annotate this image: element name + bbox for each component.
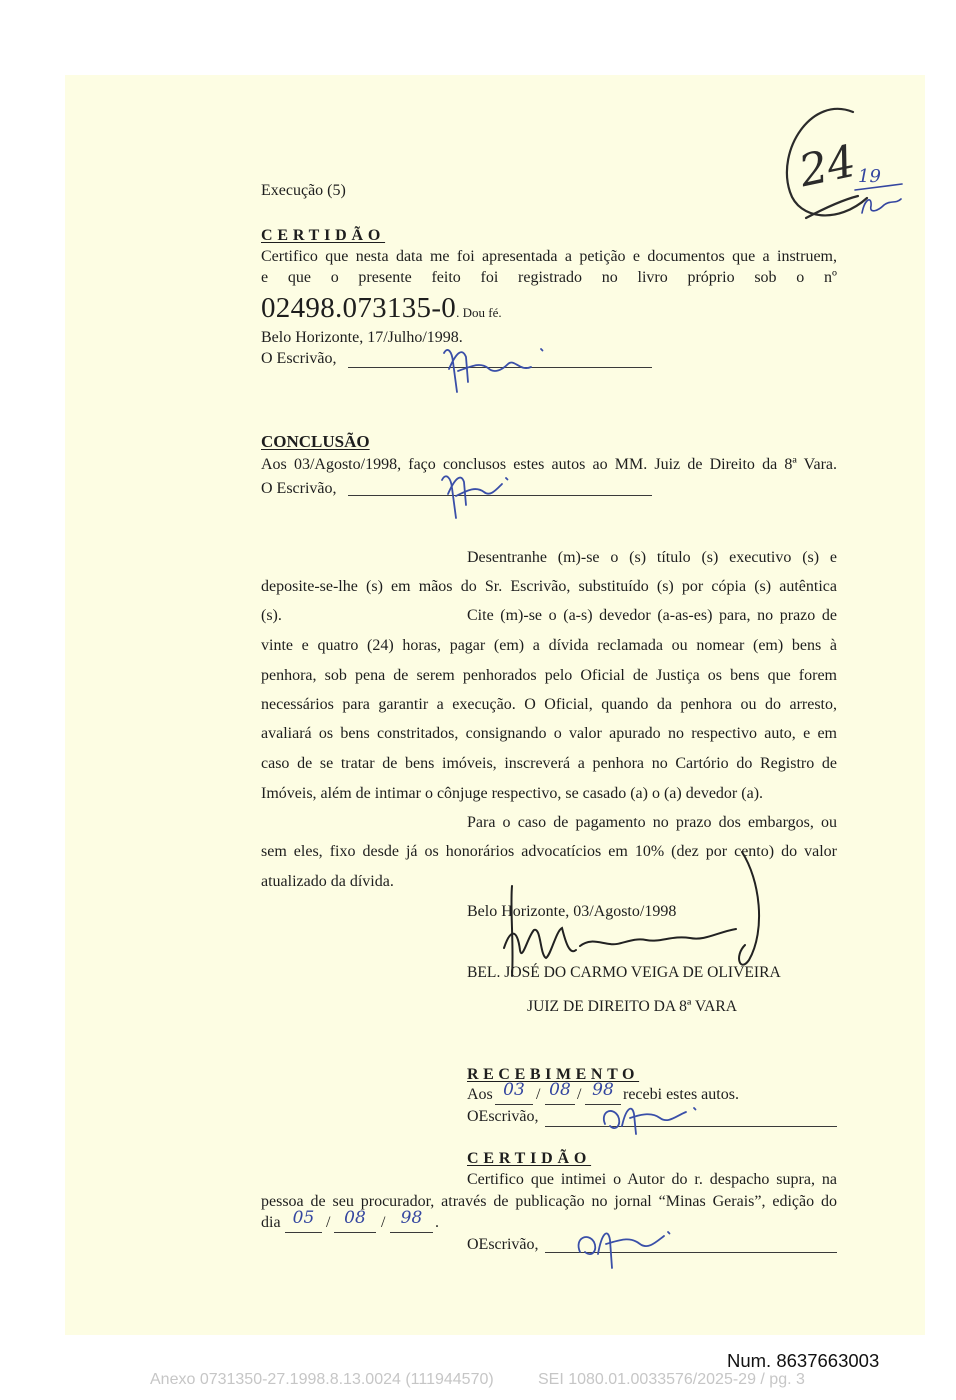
- judge-title: JUIZ DE DIREITO DA 8ª VARA: [527, 998, 738, 1015]
- conclusao-clerk-label: O Escrivão,: [261, 480, 337, 497]
- conclusao-text: Aos 03/Agosto/1998, faço conclusos estes autos ao MM. Juiz de Direito da 8ª Vara.: [261, 456, 837, 473]
- footer-sei: SEI 1080.01.0033576/2025-29 / pg. 3: [538, 1371, 805, 1388]
- folio-note-number: 19: [858, 166, 881, 187]
- intimacao-day: 05: [292, 1208, 315, 1228]
- folio-stamp-number: 24: [794, 135, 861, 198]
- certidao-intimacao-line-2: pessoa de seu procurador, através de publicação no jornal “Minas Gerais”, edição do: [261, 1193, 837, 1210]
- date-separator: /: [536, 1086, 541, 1103]
- registry-suffix: . Dou fé.: [456, 305, 502, 320]
- process-label: Execução (5): [261, 182, 346, 199]
- despacho-line: penhora, sob pena de serem penhorados pelo Oficial de Justiça os bens que forem: [261, 667, 837, 684]
- certidao-line-2: e que o presente feito foi registrado no livro próprio sob o nº: [261, 269, 837, 286]
- intimacao-month-blank: [334, 1208, 376, 1233]
- recebimento-suffix: recebi estes autos.: [623, 1086, 739, 1103]
- judge-name: BEL. JOSÉ DO CARMO VEIGA DE OLIVEIRA: [467, 964, 781, 981]
- despacho-line: vinte e quatro (24) horas, pagar (em) a dívida reclamada ou nomear (em) bens à: [261, 637, 837, 654]
- despacho-line: Imóveis, além de intimar o cônjuge respectivo, se casado (a) o (a) devedor (a).: [261, 785, 764, 802]
- despacho-line: atualizado da dívida.: [261, 873, 394, 890]
- date-separator: /: [381, 1214, 386, 1231]
- recebimento-clerk-label: OEscrivão,: [467, 1108, 539, 1125]
- registry-row: [261, 292, 502, 329]
- recebimento-year: 98: [592, 1080, 614, 1100]
- despacho-line: Desentranhe (m)-se o (s) título (s) executivo (s) e: [467, 549, 837, 566]
- intimacao-year: 98: [400, 1208, 423, 1228]
- intimacao-date-prefix: dia: [261, 1214, 281, 1231]
- despacho-line: sem eles, fixo desde já os honorários advocatícios em 10% (dez por cento) do valor: [261, 843, 837, 860]
- recebimento-heading: RECEBIMENTO: [467, 1066, 640, 1083]
- footer-annex: Anexo 0731350-27.1998.8.13.0024 (111944570): [150, 1371, 494, 1388]
- intimacao-date-suffix: .: [435, 1214, 439, 1231]
- recebimento-year-blank: [585, 1080, 621, 1105]
- despacho-line: necessários para garantir a execução. O Oficial, quando da penhora ou do arresto,: [261, 696, 837, 713]
- certidao-intimacao-heading: CERTIDÃO: [467, 1150, 592, 1167]
- intimacao-signature-line: [545, 1252, 837, 1253]
- recebimento-month-blank: [545, 1080, 575, 1105]
- registry-number: 02498.073135-0: [261, 292, 457, 324]
- despacho-place-date: Belo Horizonte, 03/Agosto/1998: [467, 903, 677, 920]
- date-separator: /: [577, 1086, 582, 1103]
- intimacao-clerk-label: OEscrivão,: [467, 1236, 539, 1253]
- certidao-intimacao-line-1: Certifico que intimei o Autor do r. despacho supra, na: [467, 1171, 837, 1188]
- despacho-line: Cite (m)-se o (a-s) devedor (a-as-es) para, no prazo de: [467, 607, 837, 624]
- conclusao-heading: CONCLUSÃO: [261, 432, 370, 451]
- certidao-clerk-label: O Escrivão,: [261, 350, 337, 367]
- despacho-line: (s).: [261, 607, 282, 624]
- intimacao-month: 08: [344, 1208, 366, 1228]
- despacho-line: deposite-se-lhe (s) em mãos do Sr. Escrivão, substituído (s) por cópia (s) autêntica: [261, 578, 837, 595]
- recebimento-month: 08: [549, 1080, 571, 1100]
- document-number: Num. 8637663003: [727, 1350, 880, 1371]
- date-separator: /: [326, 1214, 331, 1231]
- recebimento-signature-line: [545, 1126, 837, 1127]
- intimacao-year-blank: [390, 1208, 433, 1233]
- conclusao-signature-line: [348, 495, 652, 496]
- certidao-line-1: Certifico que nesta data me foi apresentada a petição e documentos que a instruem,: [261, 248, 837, 265]
- intimacao-day-blank: [285, 1208, 322, 1233]
- certidao-heading: CERTIDÃO: [261, 227, 386, 244]
- certidao-signature-line: [348, 367, 652, 368]
- recebimento-prefix: Aos: [467, 1086, 493, 1103]
- recebimento-day: 03: [503, 1080, 525, 1100]
- despacho-line: Para o caso de pagamento no prazo dos embargos, ou: [467, 814, 837, 831]
- despacho-line: avaliará os bens constritados, consignando o valor apurado no respectivo auto, e em: [261, 725, 837, 742]
- certidao-place-date: Belo Horizonte, 17/Julho/1998.: [261, 329, 463, 346]
- despacho-line: caso de se tratar de bens imóveis, inscreverá a penhora no Cartório do Registro de: [261, 755, 837, 772]
- recebimento-day-blank: [495, 1080, 533, 1105]
